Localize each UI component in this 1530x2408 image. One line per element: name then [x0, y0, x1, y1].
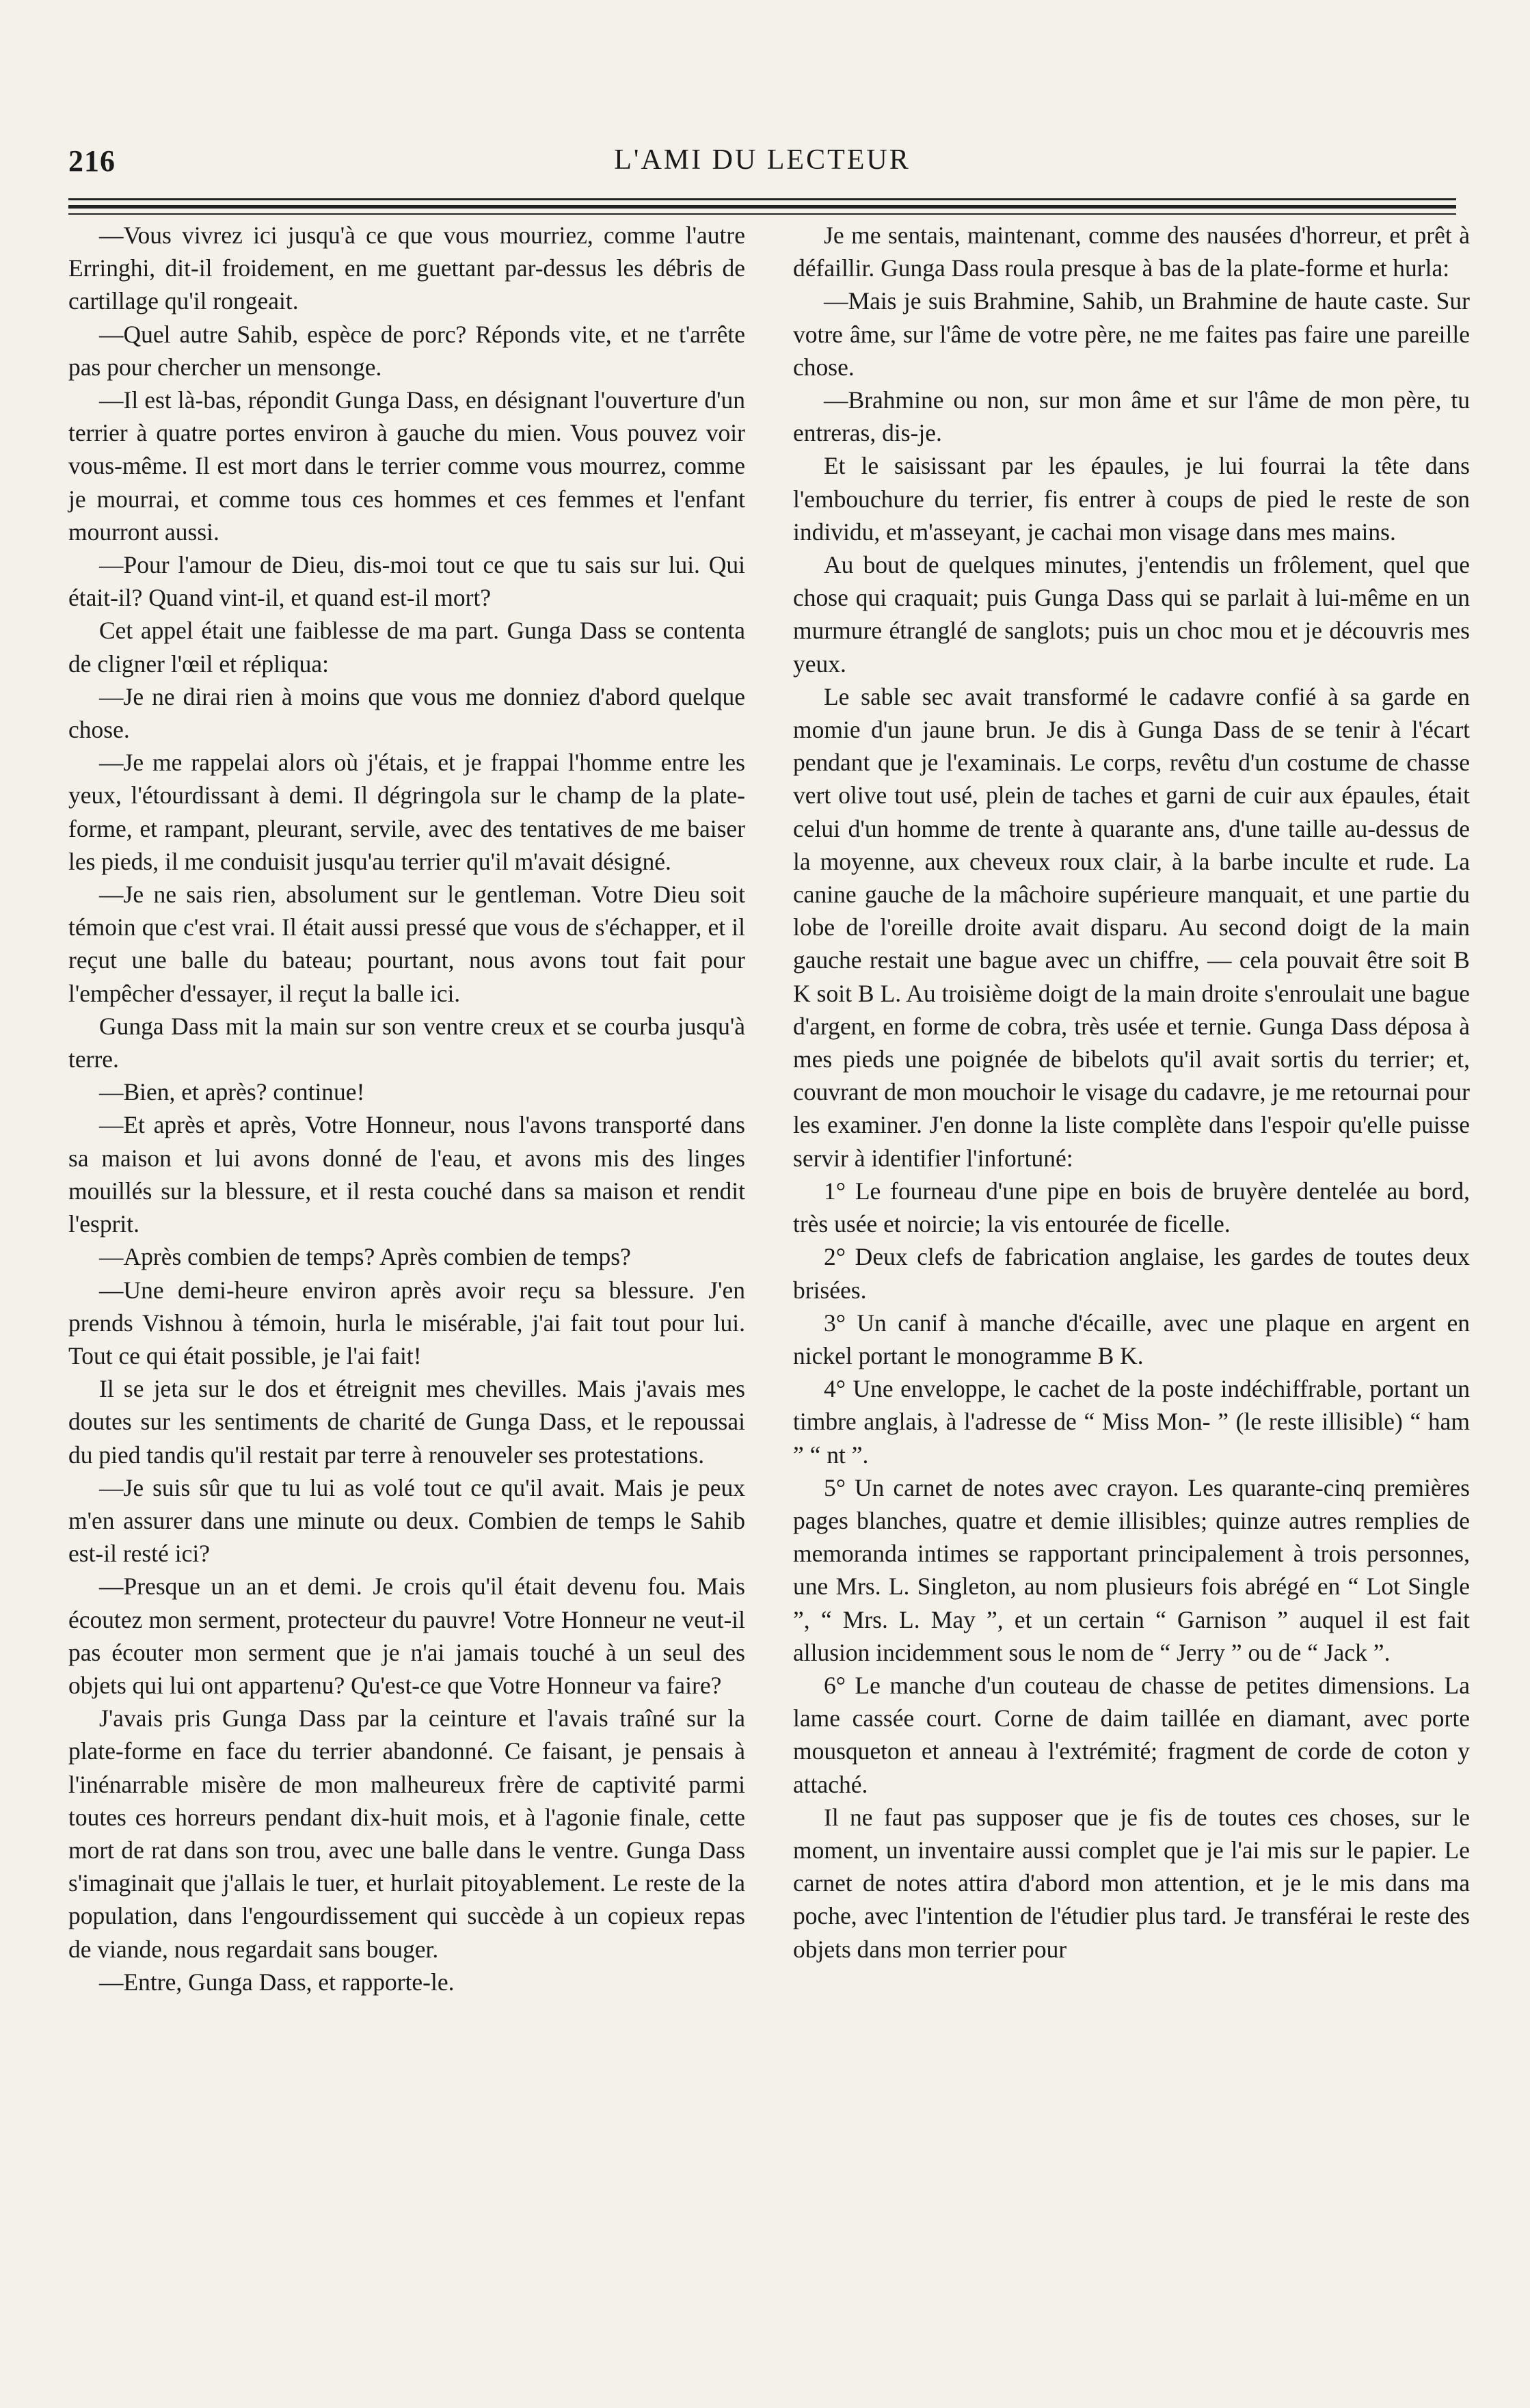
paragraph: —Il est là-bas, répondit Gunga Dass, en désignant l'ouverture d'un terrier à quatre portes environ à gauche du mien. Vous pouvez voir vous-même. Il est mort dans le terrier comme vous mourrez, comme je mourrai, et comme tous ces hommes et ces femmes et l'enfant mourront aussi.: [68, 386, 745, 546]
paragraph: —Vous vivrez ici jusqu'à ce que vous mourriez, comme l'autre Erringhi, dit-il froidement, en me guettant par-dessus les débris de cartillage qu'il rongeait.: [68, 222, 745, 315]
running-header: [68, 144, 1456, 185]
paragraph: J'avais pris Gunga Dass par la ceinture et l'avais traîné sur la plate-forme en face du terrier abandonné. Ce faisant, je pensais à l'inénarrable misère de mon malheureux frère de captivité parmi toutes ces horreurs pendant dix-huit mois, et à l'agonie finale, cette mort de rat dans son trou, avec une balle dans le ventre. Gunga Dass s'imaginait que j'allais le tuer, et hurlait pitoyablement. Le reste de la population, dans l'engourdissement qui succède à un copieux repas de viande, nous regardait sans bouger.: [68, 1704, 745, 1963]
paragraph: 6° Le manche d'un couteau de chasse de petites dimensions. La lame cassée court. Corne de daim taillée en diamant, avec porte mousqueton et anneau à l'extrémité; fragment de corde de coton y attaché.: [793, 1671, 1470, 1798]
paragraph: —Presque un an et demi. Je crois qu'il était devenu fou. Mais écoutez mon serment, protecteur du pauvre! Votre Honneur ne veut-il pas écouter mon serment que je n'ai jamais touché à un seul des objets qui lui ont appartenu? Qu'est-ce que Votre Honneur va faire?: [68, 1573, 745, 1699]
paragraph: Au bout de quelques minutes, j'entendis un frôlement, quel que chose qui craquait; puis Gunga Dass qui se parlait à lui-même en un murmure étranglé de sanglots; puis un choc mou et je découvris mes yeux.: [793, 551, 1470, 678]
paragraph: 3° Un canif à manche d'écaille, avec une plaque en argent en nickel portant le monogramme B K.: [793, 1309, 1470, 1369]
paragraph: —Je me rappelai alors où j'étais, et je frappai l'homme entre les yeux, l'étourdissant à demi. Il dégringola sur le champ de la plate-forme, et rampant, pleurant, servile, avec des tentatives de me baiser les pieds, il me conduisit jusqu'au terrier qu'il m'avait désigné.: [68, 749, 745, 875]
paragraph: Gunga Dass mit la main sur son ventre creux et se courba jusqu'à terre.: [68, 1012, 745, 1073]
right-column: [793, 219, 1470, 2304]
paragraph: Et le saisissant par les épaules, je lui fourrai la tête dans l'embouchure du terrier, fis entrer à coups de pied le reste de son individu, et m'asseyant, je cachai mon visage dans mes mains.: [793, 452, 1470, 546]
paragraph: 4° Une enveloppe, le cachet de la poste indéchiffrable, portant un timbre anglais, à l'adresse de “ Miss Mon- ” (le reste illisible) “ ham ” “ nt ”.: [793, 1375, 1470, 1469]
paragraph: Je me sentais, maintenant, comme des nausées d'horreur, et prêt à défaillir. Gunga Dass roula presque à bas de la plate-forme et hurla:: [793, 222, 1470, 282]
paragraph: —Entre, Gunga Dass, et rapporte-le.: [99, 1968, 455, 1996]
paragraph: —Et après et après, Votre Honneur, nous l'avons transporté dans sa maison et lui avons donné de l'eau, et avons mis des linges mouillés sur la blessure, et il resta couché dans sa maison et rendit l'esprit.: [68, 1111, 745, 1238]
paragraph: Il ne faut pas supposer que je fis de toutes ces choses, sur le moment, un inventaire aussi complet que je l'ai mis sur le papier. Le carnet de notes attira d'abord mon attention, et je le mis dans ma poche, avec l'intention de l'étudier plus tard. Je transférai le reste des objets dans mon terrier pour: [793, 1803, 1470, 1963]
paragraph: Il se jeta sur le dos et étreignit mes chevilles. Mais j'avais mes doutes sur les sentiments de charité de Gunga Dass, et le repoussai du pied tandis qu'il restait par terre à renouveler ses protestations.: [68, 1375, 745, 1469]
paragraph: Le sable sec avait transformé le cadavre confié à sa garde en momie d'un jaune brun. Je dis à Gunga Dass de se tenir à l'écart pendant que je l'examinais. Le corps, revêtu d'un costume de chasse vert olive tout usé, plein de taches et garni de cuir aux épaules, était celui d'un homme de trente à quarante ans, d'une taille au-dessus de la moyenne, aux cheveux roux clair, à la barbe inculte et rude. La canine gauche de la mâchoire supérieure manquait, et une partie du lobe de l'oreille droite avait disparu. Au second doigt de la main gauche restait une bague avec un chiffre, — cela pouvait être soit B K soit B L. Au troisième doigt de la main droite s'enroulait une bague d'argent, en forme de cobra, très usée et ternie. Gunga Dass déposa à mes pieds une poignée de bibelots qu'il avait sortis du terrier; et, couvrant de mon mouchoir le visage du cadavre, je me retournai pour les examiner. J'en donne la liste complète dans l'espoir qu'elle puisse servir à identifier l'infortuné:: [793, 682, 1470, 1172]
running-title: L'AMI DU LECTEUR: [614, 144, 911, 176]
page-number: 216: [68, 144, 116, 178]
paragraph: —Brahmine ou non, sur mon âme et sur l'âme de mon père, tu entreras, dis-je.: [793, 386, 1470, 447]
paragraph: —Quel autre Sahib, espèce de porc? Réponds vite, et ne t'arrête pas pour chercher un mensonge.: [68, 320, 745, 381]
paragraph: 1° Le fourneau d'une pipe en bois de bruyère dentelée au bord, très usée et noircie; la vis entourée de ficelle.: [793, 1177, 1470, 1238]
paragraph: —Je suis sûr que tu lui as volé tout ce qu'il avait. Mais je peux m'en assurer dans une minute ou deux. Combien de temps le Sahib est-il resté ici?: [68, 1473, 745, 1568]
paragraph: 2° Deux clefs de fabrication anglaise, les gardes de toutes deux brisées.: [793, 1243, 1470, 1304]
paragraph: —Mais je suis Brahmine, Sahib, un Brahmine de haute caste. Sur votre âme, sur l'âme de votre père, ne me faites pas faire une pareille chose.: [793, 287, 1470, 381]
paragraph: 5° Un carnet de notes avec crayon. Les quarante-cinq premières pages blanches, quatre et demie illisibles; quinze autres remplies de memoranda intimes se rapportant principalement à trois personnes, une Mrs. L. Singleton, au nom plusieurs fois abrégé en “ Lot Single ”, “ Mrs. L. May ”, et un certain “ Garnison ” auquel il est fait allusion incidemment sous le nom de “ Jerry ” ou de “ Jack ”.: [793, 1473, 1470, 1666]
paragraph: —Bien, et après? continue!: [99, 1078, 365, 1106]
header-rule-thin-lower: [68, 213, 1456, 215]
paragraph: —Pour l'amour de Dieu, dis-moi tout ce que tu sais sur lui. Qui était-il? Quand vint-il, et quand est-il mort?: [68, 551, 745, 612]
column-gutter: [770, 226, 771, 2290]
paragraph: —Je ne sais rien, absolument sur le gentleman. Votre Dieu soit témoin que c'est vrai. Il était aussi pressé que vous de s'échapper, et il reçut une balle du bateau; pourtant, nous avons tout fait pour l'empêcher d'essayer, il reçut la balle ici.: [68, 881, 745, 1007]
paragraph: —Après combien de temps? Après combien de temps?: [99, 1243, 631, 1271]
header-rule-thin: [68, 198, 1456, 200]
left-column: [68, 219, 745, 2304]
paragraph: —Une demi-heure environ après avoir reçu sa blessure. J'en prends Vishnou à témoin, hurla le misérable, j'ai fait tout pour lui. Tout ce qui était possible, je l'ai fait!: [68, 1276, 745, 1369]
paragraph: Cet appel était une faiblesse de ma part. Gunga Dass se contenta de cligner l'œil et répliqua:: [68, 617, 745, 678]
paragraph: —Je ne dirai rien à moins que vous me donniez d'abord quelque chose.: [68, 682, 745, 744]
header-rule-thick: [68, 205, 1456, 209]
